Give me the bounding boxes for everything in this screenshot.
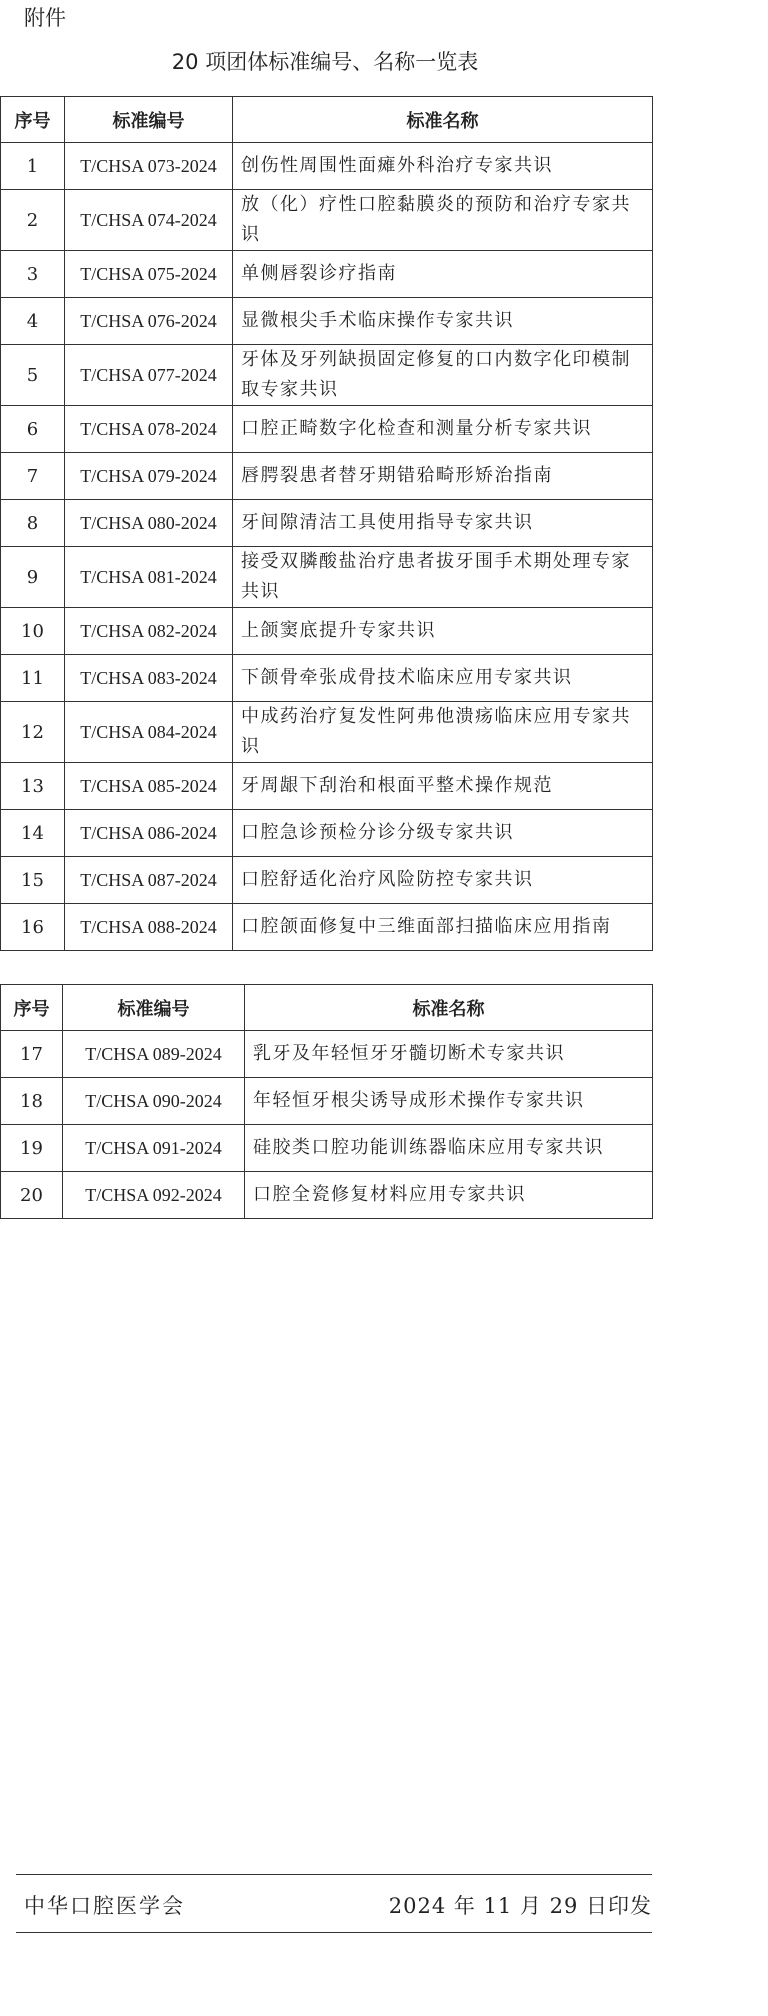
cell-code: T/CHSA 079-2024 [65,453,233,500]
cell-code: T/CHSA 084-2024 [65,702,233,763]
table-row [1,655,653,702]
standards-table-2 [0,984,653,1219]
cell-code: T/CHSA 077-2024 [65,345,233,406]
cell-seq: 2 [1,190,65,251]
table-row [1,190,653,251]
cell-code: T/CHSA 090-2024 [63,1078,245,1125]
cell-seq: 10 [1,608,65,655]
cell-code: T/CHSA 091-2024 [63,1125,245,1172]
table-row [1,702,653,763]
cell-code: T/CHSA 075-2024 [65,251,233,298]
cell-code: T/CHSA 076-2024 [65,298,233,345]
cell-code: T/CHSA 082-2024 [65,608,233,655]
cell-code: T/CHSA 086-2024 [65,810,233,857]
table-row [1,500,653,547]
cell-seq: 9 [1,547,65,608]
cell-name: 唇腭裂患者替牙期错𬌗畸形矫治指南 [233,453,653,500]
cell-code: T/CHSA 085-2024 [65,763,233,810]
cell-seq: 13 [1,763,65,810]
cell-code: T/CHSA 074-2024 [65,190,233,251]
cell-name: 口腔正畸数字化检查和测量分析专家共识 [233,406,653,453]
cell-seq: 3 [1,251,65,298]
cell-seq: 6 [1,406,65,453]
header-seq: 序号 [1,97,65,143]
standards-table-1 [0,96,653,951]
cell-name: 牙间隙清洁工具使用指导专家共识 [233,500,653,547]
table-header-row [1,97,653,143]
cell-name: 接受双膦酸盐治疗患者拔牙围手术期处理专家共识 [233,547,653,608]
cell-name: 显微根尖手术临床操作专家共识 [233,298,653,345]
cell-seq: 18 [1,1078,63,1125]
table-row [1,547,653,608]
cell-name: 口腔急诊预检分诊分级专家共识 [233,810,653,857]
table-row [1,251,653,298]
table-row [1,1078,653,1125]
footer-issue-date: 2024 年 11 月 29 日印发 [388,1894,652,1918]
header-name: 标准名称 [245,985,653,1031]
table-row [1,608,653,655]
cell-code: T/CHSA 088-2024 [65,904,233,951]
cell-name: 放（化）疗性口腔黏膜炎的预防和治疗专家共识 [233,190,653,251]
table-row [1,1172,653,1219]
cell-code: T/CHSA 078-2024 [65,406,233,453]
cell-name: 口腔舒适化治疗风险防控专家共识 [233,857,653,904]
cell-seq: 11 [1,655,65,702]
table-row [1,345,653,406]
cell-name: 硅胶类口腔功能训练器临床应用专家共识 [245,1125,653,1172]
document-title: 20 项团体标准编号、名称一览表 [171,50,479,74]
cell-seq: 4 [1,298,65,345]
table-row [1,406,653,453]
cell-seq: 5 [1,345,65,406]
table-row [1,453,653,500]
attachment-label: 附件 [24,6,66,30]
cell-code: T/CHSA 083-2024 [65,655,233,702]
footer-organization: 中华口腔医学会 [24,1894,185,1918]
cell-seq: 8 [1,500,65,547]
cell-name: 中成药治疗复发性阿弗他溃疡临床应用专家共识 [233,702,653,763]
cell-code: T/CHSA 081-2024 [65,547,233,608]
cell-seq: 12 [1,702,65,763]
cell-seq: 14 [1,810,65,857]
cell-name: 单侧唇裂诊疗指南 [233,251,653,298]
header-code: 标准编号 [63,985,245,1031]
cell-seq: 17 [1,1031,63,1078]
footer-bottom-rule [16,1932,652,1933]
table-row [1,1031,653,1078]
header-seq: 序号 [1,985,63,1031]
table-header-row [1,985,653,1031]
cell-code: T/CHSA 073-2024 [65,143,233,190]
cell-seq: 15 [1,857,65,904]
cell-name: 乳牙及年轻恒牙牙髓切断术专家共识 [245,1031,653,1078]
cell-name: 创伤性周围性面瘫外科治疗专家共识 [233,143,653,190]
cell-name: 口腔全瓷修复材料应用专家共识 [245,1172,653,1219]
cell-name: 口腔颌面修复中三维面部扫描临床应用指南 [233,904,653,951]
table-row [1,298,653,345]
cell-code: T/CHSA 089-2024 [63,1031,245,1078]
footer-top-rule [16,1874,652,1875]
cell-name: 牙体及牙列缺损固定修复的口内数字化印模制取专家共识 [233,345,653,406]
table-row [1,904,653,951]
cell-code: T/CHSA 080-2024 [65,500,233,547]
cell-seq: 7 [1,453,65,500]
cell-name: 上颌窦底提升专家共识 [233,608,653,655]
cell-seq: 16 [1,904,65,951]
header-code: 标准编号 [65,97,233,143]
cell-seq: 19 [1,1125,63,1172]
table-row [1,1125,653,1172]
cell-seq: 1 [1,143,65,190]
table-row [1,763,653,810]
header-name: 标准名称 [233,97,653,143]
cell-name: 年轻恒牙根尖诱导成形术操作专家共识 [245,1078,653,1125]
cell-code: T/CHSA 087-2024 [65,857,233,904]
cell-name: 牙周龈下刮治和根面平整术操作规范 [233,763,653,810]
table-row [1,857,653,904]
table-row [1,810,653,857]
table-row [1,143,653,190]
cell-name: 下颌骨牵张成骨技术临床应用专家共识 [233,655,653,702]
cell-code: T/CHSA 092-2024 [63,1172,245,1219]
cell-seq: 20 [1,1172,63,1219]
